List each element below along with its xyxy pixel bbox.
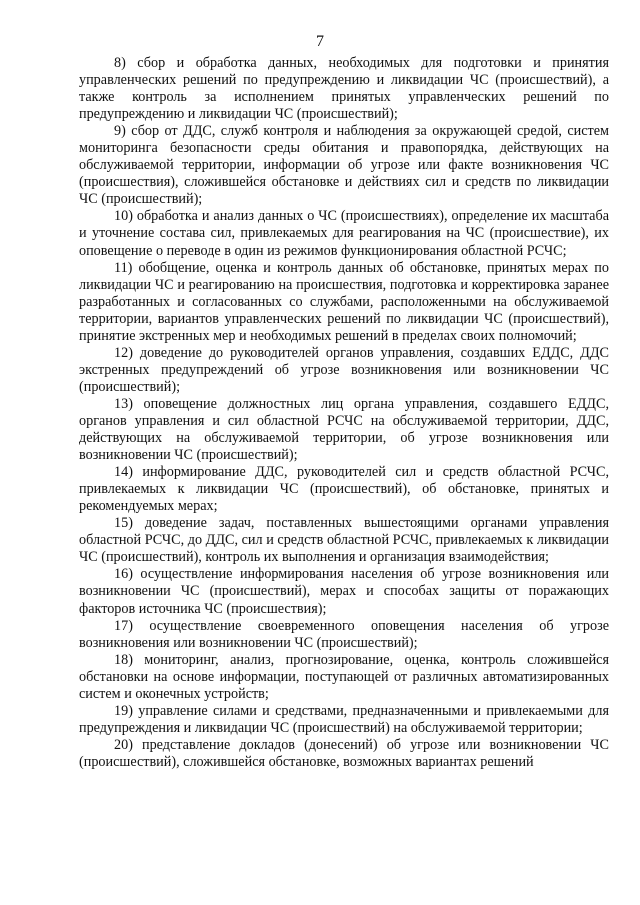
list-item: 15) доведение задач, поставленных вышестоящими органами управления областной РСЧС, до ДДС, сил и средств областной РСЧС, привлекаемых к ликвидации ЧС (происшествий), контроль их выполнения и организация взаимодействия; [79, 515, 609, 566]
list-item: 10) обработка и анализ данных о ЧС (происшествиях), определение их масштаба и уточнение состава сил, привлекаемых для реагирования на ЧС (происшествие), их оповещение о переводе в один из режимов функционирования областной РСЧС; [79, 208, 609, 259]
list-item: 11) обобщение, оценка и контроль данных об обстановке, принятых мерах по ликвидации ЧС и реагированию на происшествия, подготовка и корректировка заранее разработанных и согласованных со службами, расположенными на обслуживаемой территории, вариантов управленческих решений по ликвидации ЧС (происшествий), принятие экстренных мер и необходимых решений в пределах своих полномочий; [79, 259, 609, 344]
list-item: 16) осуществление информирования населения об угрозе возникновения или возникновении ЧС (происшествий), мерах и способах защиты от поражающих факторов источника ЧС (происшествия); [79, 566, 609, 617]
list-item: 14) информирование ДДС, руководителей сил и средств областной РСЧС, привлекаемых к ликвидации ЧС (происшествий), об обстановке, принятых и рекомендуемых мерах; [79, 464, 609, 515]
list-item: 17) осуществление своевременного оповещения населения об угрозе возникновения или возникновении ЧС (происшествий); [79, 617, 609, 651]
document-body [79, 55, 609, 771]
list-item: 20) представление докладов (донесений) об угрозе или возникновении ЧС (происшествий), сложившейся обстановке, возможных вариантах решений [79, 736, 609, 770]
list-item: 12) доведение до руководителей органов управления, создавших ЕДДС, ДДС экстренных предупреждений об угрозе возникновения или возникновении ЧС (происшествий); [79, 344, 609, 395]
list-item: 13) оповещение должностных лиц органа управления, создавшего ЕДДС, органов управления и сил областной РСЧС на обслуживаемой территории, ДДС, действующих на обслуживаемой территории, об угрозе возникновения или возникновении ЧС (происшествий); [79, 395, 609, 464]
list-item: 19) управление силами и средствами, предназначенными и привлекаемыми для предупреждения и ликвидации ЧС (происшествий) на обслуживаемой территории; [79, 702, 609, 736]
list-item: 8) сбор и обработка данных, необходимых для подготовки и принятия управленческих решений по предупреждению и ликвидации ЧС (происшествий), а также контроль за исполнением принятых управленческих решений по предупреждению и ликвидации ЧС (происшествий); [79, 55, 609, 123]
list-item: 9) сбор от ДДС, служб контроля и наблюдения за окружающей средой, систем мониторинга безопасности среды обитания и правопорядка, действующих на обслуживаемой территории, информации об угрозе или факте возникновения ЧС (происшествия), сложившейся обстановке и действиях сил и средств по ликвидации ЧС (происшествий); [79, 123, 609, 208]
page-number: 7 [316, 33, 324, 50]
list-item: 18) мониторинг, анализ, прогнозирование, оценка, контроль сложившейся обстановки на основе информации, поступающей от различных автоматизированных систем и оконечных устройств; [79, 651, 609, 702]
